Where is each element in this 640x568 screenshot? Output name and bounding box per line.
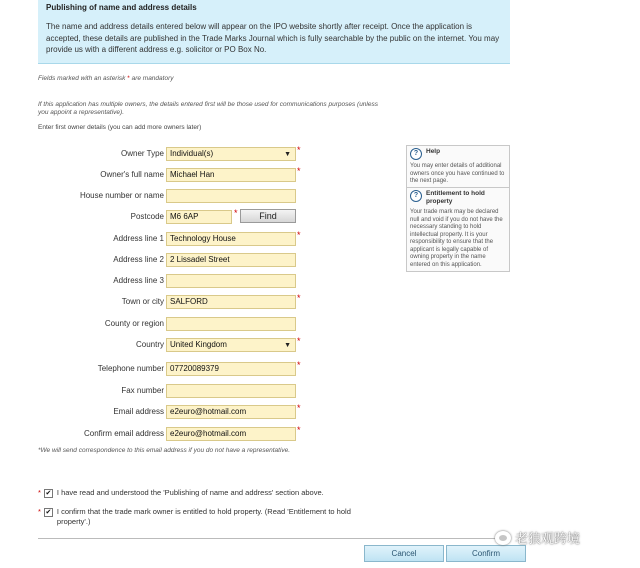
first-owner-note: Enter first owner details (you can add more owners later) bbox=[38, 124, 202, 131]
county-label: County or region bbox=[104, 319, 164, 328]
confirm-email-label: Confirm email address bbox=[83, 429, 164, 438]
owner-type-select[interactable] bbox=[166, 147, 296, 161]
house-label: House number or name bbox=[79, 191, 164, 200]
owner-type-label: Owner Type bbox=[121, 149, 164, 158]
wechat-icon bbox=[495, 531, 511, 545]
confirm-publishing-checkbox[interactable]: ✔ bbox=[45, 490, 52, 497]
publishing-notice bbox=[38, 0, 510, 64]
required-marker: * bbox=[297, 360, 301, 370]
telephone-label: Telephone number bbox=[97, 364, 164, 373]
required-marker: * bbox=[297, 145, 301, 155]
address1-label: Address line 1 bbox=[113, 234, 164, 243]
confirm-email-input[interactable]: e2euro@hotmail.com bbox=[166, 427, 296, 441]
email-label: Email address bbox=[113, 407, 164, 416]
country-value: United Kingdom bbox=[170, 340, 227, 349]
required-marker: * bbox=[234, 208, 238, 218]
county-input[interactable] bbox=[166, 317, 296, 331]
required-marker: * bbox=[297, 336, 301, 346]
confirm-entitlement-checkbox[interactable]: ✔ bbox=[45, 509, 52, 516]
help-title: Help bbox=[426, 148, 441, 155]
watermark bbox=[495, 528, 580, 547]
notice-title: Publishing of name and address details bbox=[46, 3, 197, 12]
multiple-owners-note: If this application has multiple owners, the details entered first will be those used for communications purposes (unless you appoint a representative). bbox=[38, 101, 378, 116]
confirm-entitlement-row bbox=[38, 507, 378, 527]
required-marker: * bbox=[38, 488, 41, 497]
chevron-down-icon: ▼ bbox=[284, 151, 291, 158]
watermark-text: 老狼观跨境 bbox=[515, 532, 581, 547]
divider bbox=[38, 538, 510, 539]
email-input[interactable]: e2euro@hotmail.com bbox=[166, 405, 296, 419]
fax-input[interactable] bbox=[166, 384, 296, 398]
entitlement-title: Entitlement to hold property bbox=[426, 190, 485, 205]
help-box bbox=[406, 145, 510, 189]
help-text: You may enter details of additional owners once you have continued to the next page. bbox=[410, 163, 505, 184]
confirm-entitlement-text: I confirm that the trade mark owner is entitled to hold property. (Read 'Entitlement to hold property'.) bbox=[56, 507, 351, 526]
address2-label: Address line 2 bbox=[113, 255, 164, 264]
country-select[interactable] bbox=[166, 338, 296, 352]
full-name-input[interactable]: Michael Han bbox=[166, 168, 296, 182]
confirm-publishing-row bbox=[38, 488, 378, 498]
town-label: Town or city bbox=[121, 297, 164, 306]
full-name-label: Owner's full name bbox=[100, 170, 164, 179]
town-input[interactable]: SALFORD bbox=[166, 295, 296, 309]
required-marker: * bbox=[297, 230, 301, 240]
cancel-button[interactable]: Cancel bbox=[364, 545, 444, 562]
required-marker: * bbox=[297, 166, 301, 176]
owner-type-value: Individual(s) bbox=[170, 149, 214, 158]
confirm-publishing-text: I have read and understood the 'Publishing of name and address' section above. bbox=[56, 488, 324, 497]
address3-label: Address line 3 bbox=[113, 276, 164, 285]
postcode-input[interactable]: M6 6AP bbox=[166, 210, 232, 224]
address3-input[interactable] bbox=[166, 274, 296, 288]
address1-input[interactable]: Technology House bbox=[166, 232, 296, 246]
mandatory-note-prefix: Fields marked with an asterisk bbox=[38, 75, 126, 82]
correspondence-note: *We will send correspondence to this email address if you do not have a representative. bbox=[38, 447, 291, 454]
find-button[interactable]: Find bbox=[240, 209, 296, 223]
confirm-button[interactable]: Confirm bbox=[446, 545, 526, 562]
help-icon: ? bbox=[410, 190, 422, 202]
required-marker: * bbox=[297, 293, 301, 303]
help-icon: ? bbox=[410, 148, 422, 160]
required-marker: * bbox=[297, 403, 301, 413]
postcode-label: Postcode bbox=[130, 212, 164, 221]
address2-input[interactable]: 2 Lissadel Street bbox=[166, 253, 296, 267]
required-marker: * bbox=[38, 507, 41, 516]
country-label: Country bbox=[135, 340, 164, 349]
entitlement-help-box bbox=[406, 187, 510, 272]
chevron-down-icon: ▼ bbox=[284, 342, 291, 349]
mandatory-note-star: * bbox=[127, 75, 130, 82]
fax-label: Fax number bbox=[121, 386, 164, 395]
telephone-input[interactable]: 07720089379 bbox=[166, 362, 296, 376]
entitlement-text: Your trade mark may be declared null and void if you do not have the necessary standing to hold intellectual property. It is your responsibility to ensure that the applicant is legally capable of owning property in the name entered on this application. bbox=[410, 209, 503, 268]
required-marker: * bbox=[297, 425, 301, 435]
mandatory-note-suffix: are mandatory bbox=[131, 75, 174, 82]
notice-text: The name and address details entered below will appear on the IPO website shortly after receipt. Once the application is accepted, these details are published in the Trade Marks Journal which is fully searchable by the public on the internet. You may provide us with a different address e.g. solicitor or PO Box No. bbox=[46, 22, 500, 54]
mandatory-note bbox=[38, 75, 174, 83]
house-input[interactable] bbox=[166, 189, 296, 203]
